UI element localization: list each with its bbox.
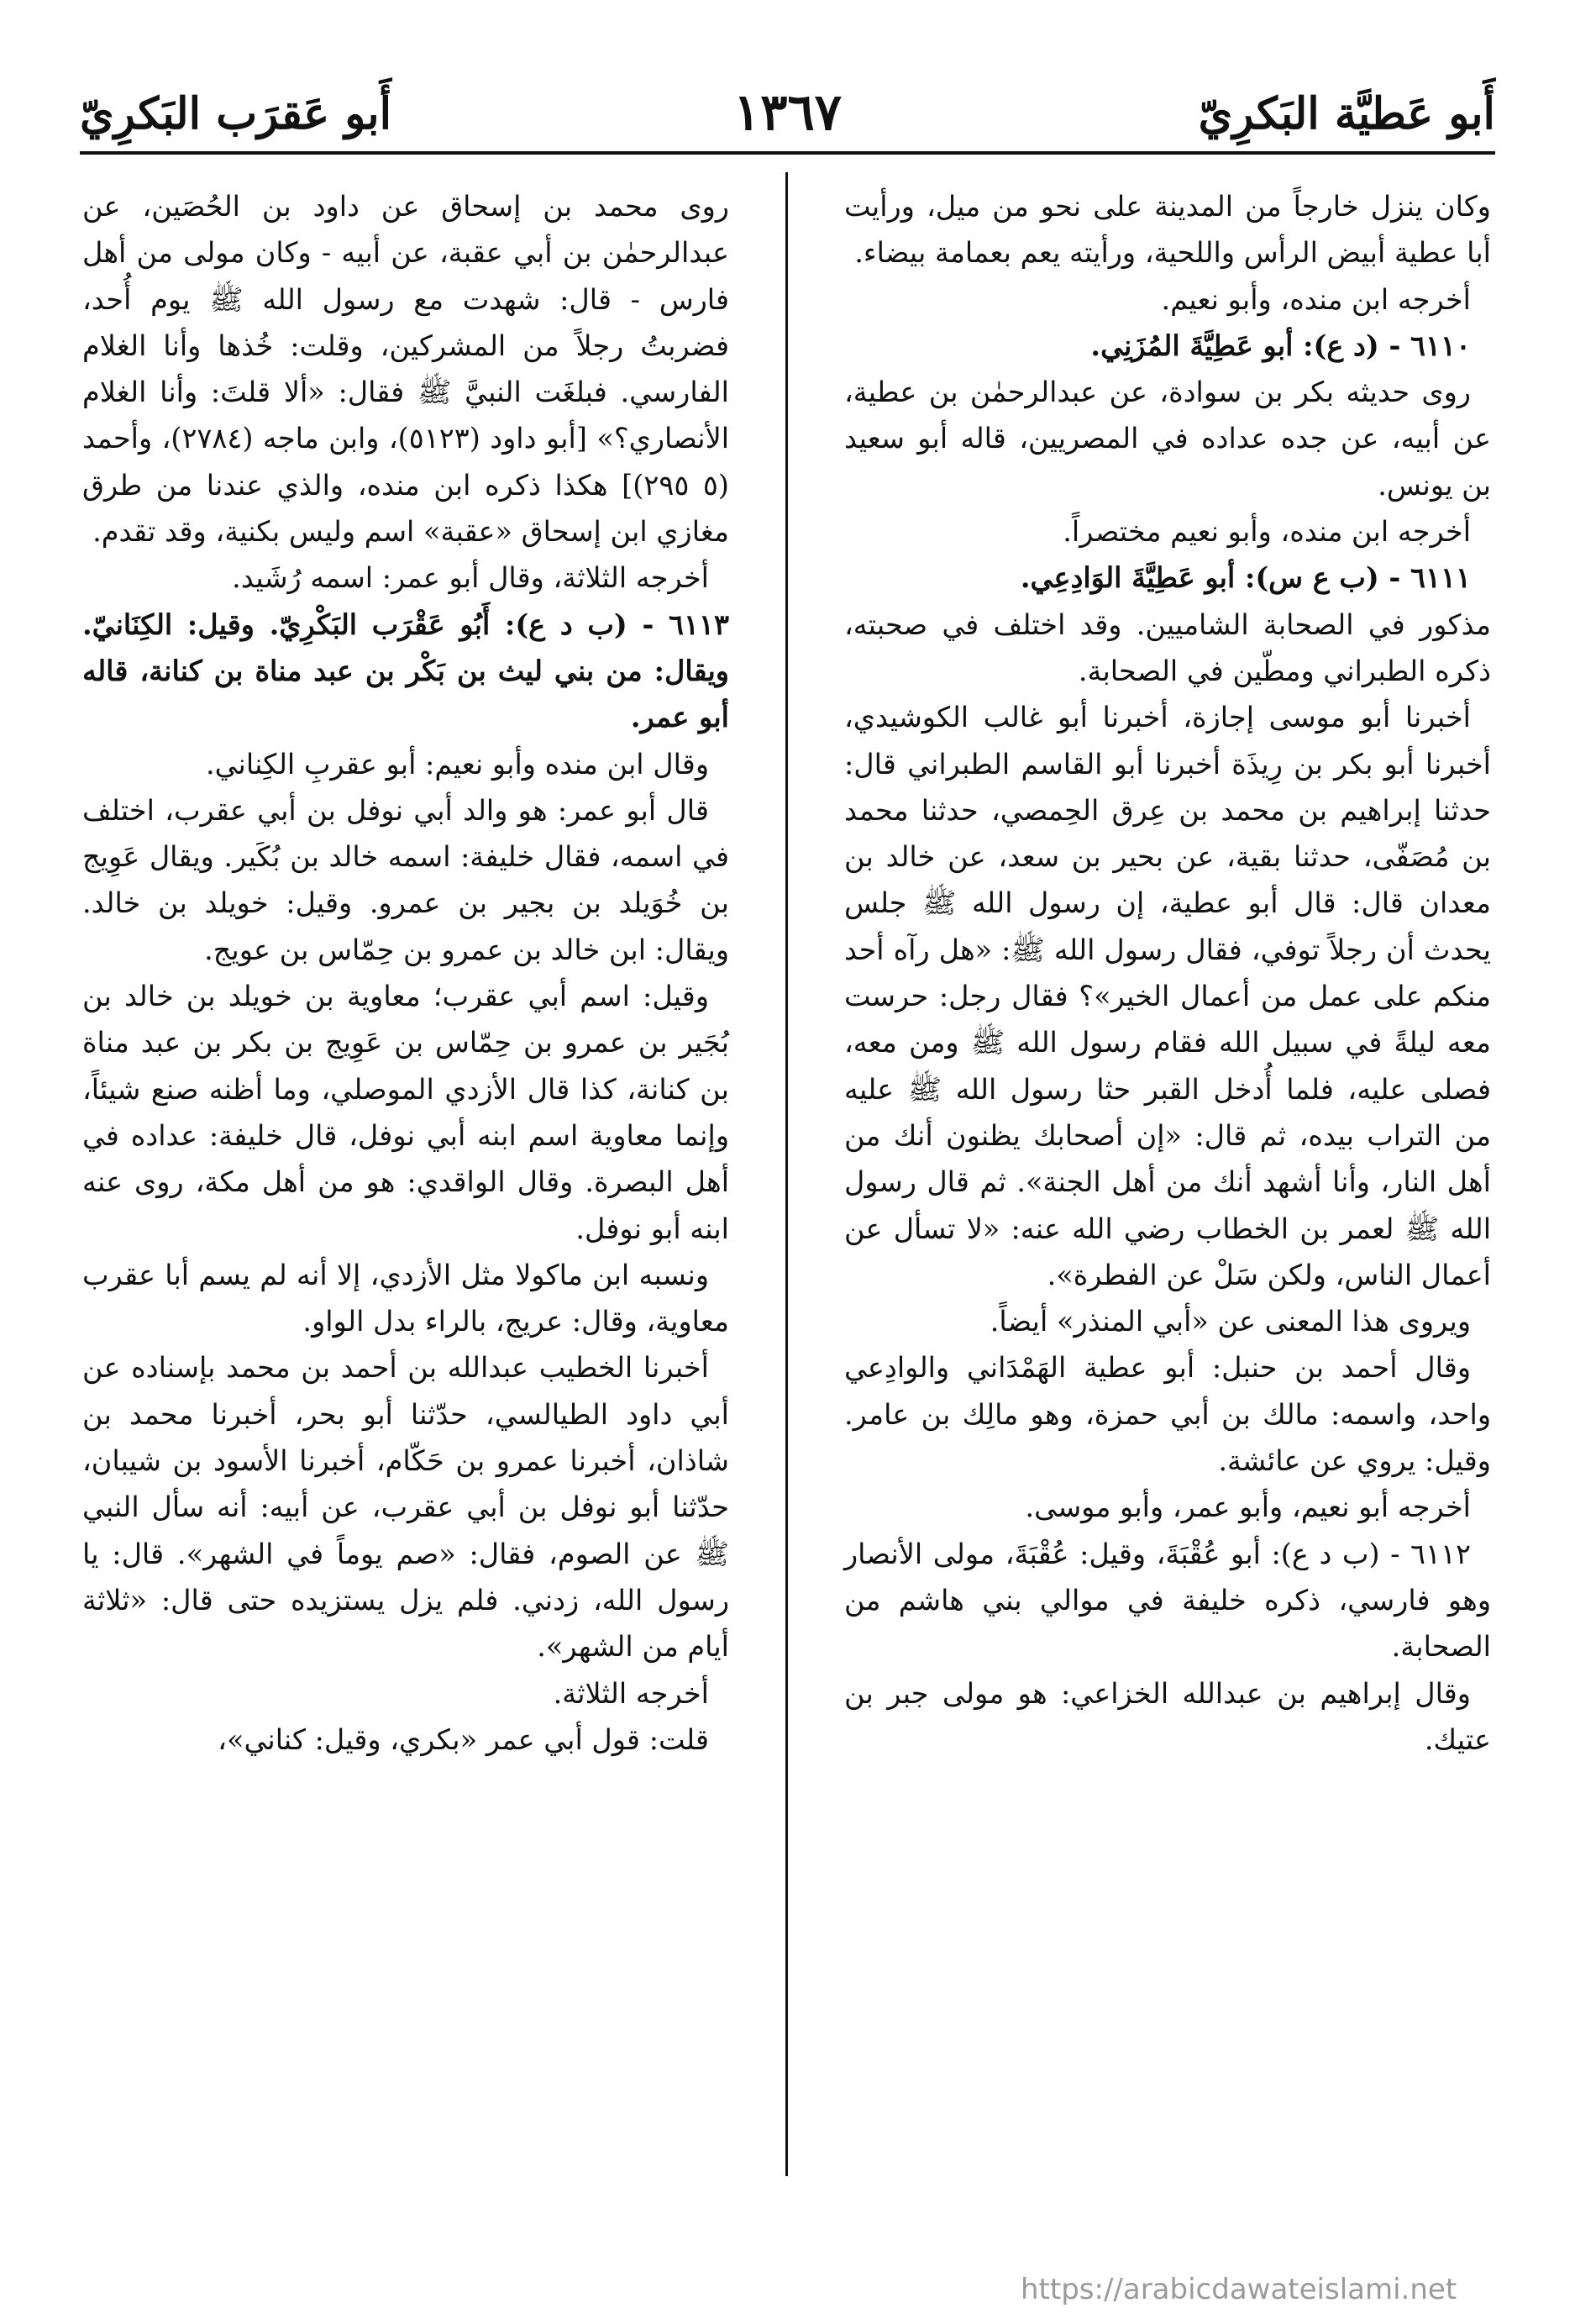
- running-head-right: أَبو عَطيَّة البَكرِيّ: [1198, 88, 1495, 139]
- paragraph: وقيل: اسم أبي عقرب؛ معاوية بن خويلد بن خالد بن بُجَير بن عمرو بن حِمّاس بن عَوِيج بن بكر بن عبد مناة بن كنانة، كذا قال الأزدي الموصلي، وما أظنه صنع شيئاً، وإنما معاوية اسم ابنه أبي نوفل، قال خليفة: عداده في أهل البصرة. وقال الواقدي: هو من أهل مكة، روى عنه ابنه أبو نوفل.: [82, 980, 729, 1245]
- paragraph: روى حديثه بكر بن سوادة، عن عبدالرحمٰن بن عطية، عن أبيه، عن جده عداده في المصريين، قاله أبو سعيد بن يونس.: [844, 376, 1491, 502]
- page-number: ١٣٦٧: [733, 83, 842, 142]
- watermark-url: https://arabicdawateislami.net: [1021, 2273, 1457, 2306]
- entry-heading: ٦١١٠ - (د ع): أبو عَطِيَّةَ المُزَنِي.: [1090, 329, 1471, 362]
- paragraph: أخرجه ابن منده، وأبو نعيم.: [1161, 282, 1471, 316]
- column-divider: [785, 172, 788, 2176]
- paragraph: أخرجه الثلاثة.: [553, 1676, 709, 1710]
- entry-heading: ٦١١٣ - (ب د ع): أَبُو عَقْرَب البَكْرِيّ. وقيل: الكِنَانيّ. ويقال: من بني ليث بن بَكْر بن عبد مناة بن كنانة، قاله أبو عمر.: [82, 607, 729, 734]
- entry-heading: ٦١١١ - (ب ع س): أبو عَطِيَّةَ الوَادِعِي.: [1020, 561, 1471, 595]
- paragraph: وقال إبراهيم بن عبدالله الخزاعي: هو مولى جبر بن عتيك.: [844, 1676, 1491, 1756]
- left-column: [82, 183, 729, 1763]
- page-header: [80, 71, 1495, 155]
- entry-heading: ٦١١٢ - (ب د ع): أبو عُقْبَةَ، وقيل: عُقْبَةَ، مولى الأنصار وهو فارسي، ذكره خليفة في موالي بني هاشم من الصحابة.: [844, 1537, 1491, 1664]
- paragraph: أخرجه ابن منده، وأبو نعيم مختصراً.: [1063, 515, 1471, 549]
- right-column: [844, 183, 1491, 1763]
- paragraph: روى محمد بن إسحاق عن داود بن الحُصَين، عن عبدالرحمٰن بن أبي عقبة، عن أبيه - وكان مولى من أهل فارس - قال: شهدت مع رسول الله ﷺ يوم أُحد، فضربتُ رجلاً من المشركين، وقلت: خُذها وأنا الغلام الفارسي. فبلغَت النبيَّ ﷺ فقال: «ألا قلتَ: وأنا الغلام الأنصاري؟» [أبو داود (٥١٢٣)، وابن ماجه (٢٧٨٤)، وأحمد (٥ ٢٩٥)] هكذا ذكره ابن منده، والذي عندنا من طرق مغازي ابن إسحاق «عقبة» اسم وليس بكنية، وقد تقدم.: [82, 190, 730, 549]
- paragraph: أخرجه أبو نعيم، وأبو عمر، وأبو موسى.: [1025, 1491, 1471, 1524]
- paragraph: ويروى هذا المعنى عن «أبي المنذر» أيضاً.: [990, 1305, 1471, 1338]
- running-head-left: أَبو عَقرَب البَكرِيّ: [80, 88, 392, 139]
- paragraph: وقال ابن منده وأبو نعيم: أبو عقربِ الكِناني.: [205, 747, 709, 781]
- paragraph: أخبرنا أبو موسى إجازة، أخبرنا أبو غالب الكوشيدي، أخبرنا أبو بكر بن رِيذَة أخبرنا أبو القاسم الطبراني قال: حدثنا إبراهيم بن محمد بن عِرق الحِمصي، حدثنا محمد بن مُصَفّى، حدثنا بقية، عن بحير بن سعد، عن خالد بن معدان قال: قال أبو عطية، إن رسول الله ﷺ جلس يحدث أن رجلاً توفي، فقال رسول الله ﷺ: «هل رآه أحد منكم على عمل من أعمال الخير»؟ فقال رجل: حرست معه ليلةً في سبيل الله فقام رسول الله ﷺ ومن معه، فصلى عليه، فلما أُدخل القبر حثا رسول الله ﷺ عليه من التراب بيده، ثم قال: «إن أصحابك يظنون أنك من أهل النار، وأنا أشهد أنك من أهل الجنة». ثم قال رسول الله ﷺ لعمر بن الخطاب رضي الله عنه: «لا تسأل عن أعمال الناس، ولكن سَلْ عن الفطرة».: [844, 701, 1491, 1291]
- paragraph: قلت: قول أبي عمر «بكري، وقيل: كناني»،: [218, 1722, 709, 1756]
- paragraph: ونسبه ابن ماكولا مثل الأزدي، إلا أنه لم يسم أبا عقرب معاوية، وقال: عريج، بالراء بدل الواو.: [82, 1258, 729, 1338]
- paragraph: وقال أحمد بن حنبل: أبو عطية الهَمْدَاني والوادِعي واحد، واسمه: مالك بن أبي حمزة، وهو مالِك بن عامر. وقيل: يروي عن عائشة.: [844, 1351, 1491, 1478]
- paragraph: وكان ينزل خارجاً من المدينة على نحو من ميل، ورأيت أبا عطية أبيض الرأس واللحية، ورأيته يعم بعمامة بيضاء.: [844, 190, 1491, 270]
- paragraph: أخرجه الثلاثة، وقال أبو عمر: اسمه رُشَيد.: [232, 561, 709, 595]
- paragraph: مذكور في الصحابة الشاميين. وقد اختلف في صحبته، ذكره الطبراني ومطّين في الصحابة.: [844, 607, 1491, 687]
- paragraph: قال أبو عمر: هو والد أبي نوفل بن أبي عقرب، اختلف في اسمه، فقال خليفة: اسمه خالد بن بُكَير. ويقال عَوِيج بن خُوَيلد بن بجير بن عمرو. وقيل: خويلد بن خالد. ويقال: ابن خالد بن عمرو بن حِمّاس بن عويج.: [82, 793, 729, 966]
- paragraph: أخبرنا الخطيب عبدالله بن أحمد بن محمد بإسناده عن أبي داود الطيالسي، حدّثنا أبو بحر، أخبرنا محمد بن شاذان، أخبرنا عمرو بن حَكّام، أخبرنا الأسود بن شيبان، حدّثنا أبو نوفل بن أبي عقرب، عن أبيه: أنه سأل النبي ﷺ عن الصوم، فقال: «صم يوماً في الشهر». قال: يا رسول الله، زدني. فلم يزل يستزيده حتى قال: «ثلاثة أيام من الشهر».: [82, 1351, 729, 1664]
